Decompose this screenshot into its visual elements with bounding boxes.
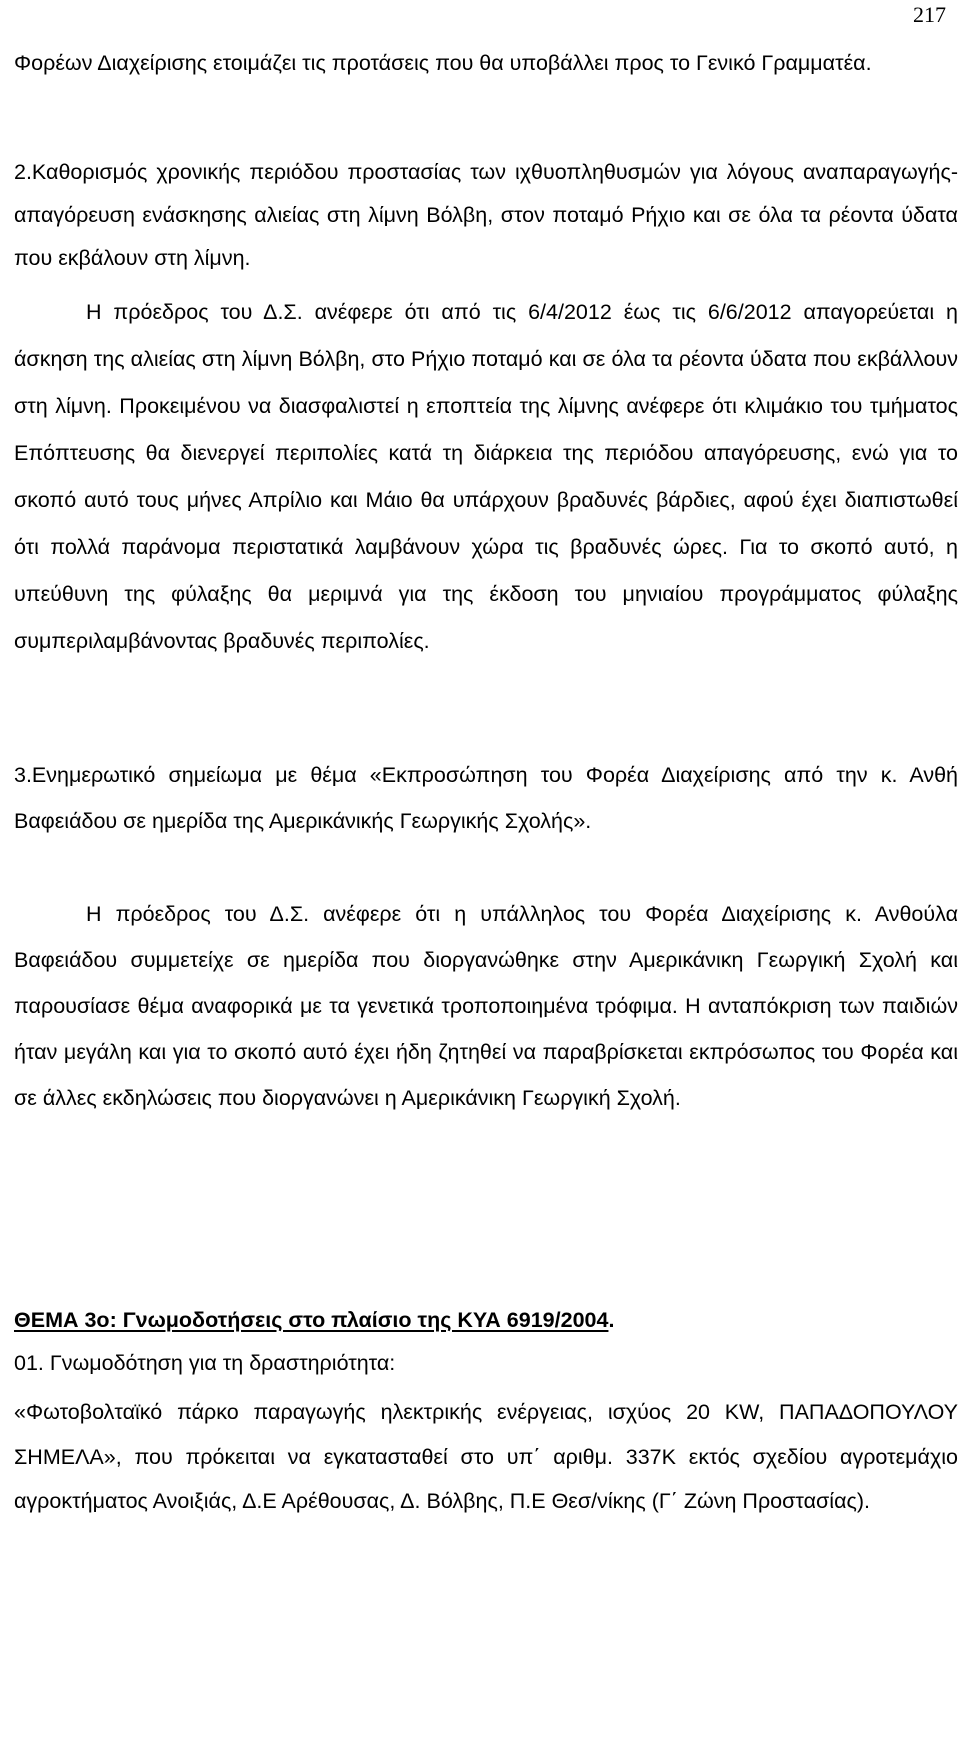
topic-title-period: .	[608, 1308, 615, 1332]
section-2-body-block	[14, 289, 958, 665]
page-number: 217	[913, 2, 946, 27]
paragraph-5: Η πρόεδρος του Δ.Σ. ανέφερε ότι η υπάλληλος του Φορέα Διαχείρισης κ. Ανθούλα Βαφειάδου συμμετείχε σε ημερίδα που διοργανώθηκε στην Αμερικάνικη Γεωργική Σχολή και παρουσίασε θέμα αναφορικά με τα γενετικά τροποποιημένα τρόφιμα. Η ανταπόκριση των παιδιών ήταν μεγάλη και για το σκοπό αυτό έχει ήδη ζητηθεί να παραβρίσκεται εκπρόσωπος του Φορέα και σε άλλες εκδηλώσεις που διοργανώνει η Αμερικάνικη Γεωργική Σχολή.	[14, 902, 958, 1110]
topic-3-heading	[14, 1299, 958, 1342]
topic-title: ΘΕΜΑ 3ο: Γνωμοδοτήσεις στο πλαίσιο της ΚΥΑ 6919/2004	[14, 1308, 609, 1332]
paragraph-2: 2.Καθορισμός χρονικής περιόδου προστασίας των ιχθυοπληθυσμών για λόγους αναπαραγωγής-απαγόρευση ενάσκησης αλιείας στη λίμνη Βόλβη, στον ποταμό Ρήχιο και σε όλα τα ρέοντα ύδατα που εκβάλουν στη λίμνη.	[14, 160, 958, 270]
opinion-heading-block	[14, 1342, 958, 1385]
paragraph-3: Η πρόεδρος του Δ.Σ. ανέφερε ότι από τις 6/4/2012 έως τις 6/6/2012 απαγορεύεται η άσκηση της αλιείας στη λίμνη Βόλβη, στο Ρήχιο ποταμό και σε όλα τα ρέοντα ύδατα που εκβάλλουν στη λίμνη. Προκειμένου να διασφαλιστεί η εποπτεία της λίμνης ανέφερε ότι κλιμάκιο του τμήματος Επόπτευσης θα διενεργεί περιπολίες κατά τη διάρκεια της περιόδου απαγόρευσης, ενώ για το σκοπό αυτό τους μήνες Απρίλιο και Μάιο θα υπάρχουν βραδυνές βάρδιες, αφού έχει διαπιστωθεί ότι πολλά παράνομα περιστατικά λαμβάνουν χώρα τις βραδυνές ώρες. Για το σκοπό αυτό, η υπεύθυνη της φύλαξης θα μεριμνά για της έκδοση του μηνιαίου προγράμματος φύλαξης συμπεριλαμβάνοντας βραδυνές περιπολίες.	[14, 300, 958, 653]
paragraph-7: «Φωτοβολταϊκό πάρκο παραγωγής ηλεκτρικής ενέργειας, ισχύος 20 KW, ΠΑΠΑΔΟΠΟΥΛΟΥ ΣΗΜΕΛΑ», που πρόκειται να εγκατασταθεί στο υπ΄ αριθμ. 337Κ εκτός σχεδίου αγροτεμάχιο αγροκτήματος Ανοιξιάς, Δ.Ε Αρέθουσας, Δ. Βόλβης, Π.Ε Θεσ/νίκης (Γ΄ Ζώνη Προστασίας).	[14, 1400, 958, 1513]
paragraph-1: Φορέων Διαχείρισης ετοιμάζει τις προτάσεις που θα υποβάλλει προς το Γενικό Γραμματέα.	[14, 51, 872, 75]
paragraph-continuation	[14, 42, 958, 85]
paragraph-4: 3.Ενημερωτικό σημείωμα με θέμα «Εκπροσώπηση του Φορέα Διαχείρισης από την κ. Ανθή Βαφειάδου σε ημερίδα της Αμερικάνικής Γεωργικής Σχολής».	[14, 763, 958, 833]
section-3-body-block	[14, 891, 958, 1121]
section-3-heading-block	[14, 752, 958, 844]
opinion-body-block	[14, 1390, 958, 1524]
section-2-heading-block	[14, 151, 958, 280]
paragraph-6: 01. Γνωμοδότηση για τη δραστηριότητα:	[14, 1351, 396, 1375]
